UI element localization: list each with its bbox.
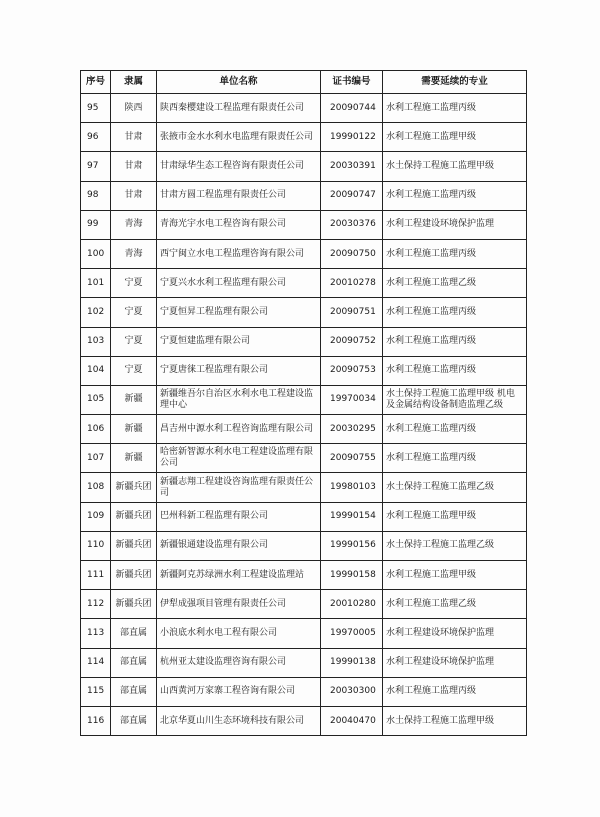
- row-certificate-no: 20030295: [321, 415, 383, 444]
- table-row: [81, 706, 527, 735]
- table-row: [81, 648, 527, 677]
- row-number: 102: [81, 298, 111, 327]
- row-specialty: 水土保持工程施工监理甲级: [383, 706, 527, 735]
- table-row: [81, 152, 527, 181]
- table-row: [81, 356, 527, 385]
- row-specialty: 水利工程施工监理丙级: [383, 298, 527, 327]
- table-row: [81, 531, 527, 560]
- row-certificate-no: 19970005: [321, 619, 383, 648]
- table-body: [81, 94, 527, 736]
- row-number: 108: [81, 473, 111, 502]
- row-unit-name: 小浪底水利水电工程有限公司: [157, 619, 321, 648]
- table-row: [81, 561, 527, 590]
- row-number: 100: [81, 239, 111, 268]
- row-certificate-no: 20090750: [321, 239, 383, 268]
- row-number: 110: [81, 531, 111, 560]
- header-cert: 证书编号: [321, 71, 383, 94]
- row-department: 甘肃: [111, 181, 157, 210]
- row-department: 青海: [111, 210, 157, 239]
- row-unit-name: 新疆阿克苏绿洲水利工程建设监理站: [157, 561, 321, 590]
- row-specialty: 水利工程施工监理丙级: [383, 415, 527, 444]
- row-specialty: 水利工程施工监理丙级: [383, 327, 527, 356]
- row-unit-name: 西宁闽立水电工程监理咨询有限公司: [157, 239, 321, 268]
- row-certificate-no: 20090747: [321, 181, 383, 210]
- row-department: 部直属: [111, 648, 157, 677]
- row-unit-name: 新疆银通建设监理有限公司: [157, 531, 321, 560]
- row-specialty: 水利工程施工监理丙级: [383, 181, 527, 210]
- row-certificate-no: 20090755: [321, 444, 383, 473]
- header-no: 序号: [81, 71, 111, 94]
- row-unit-name: 宁夏恒建监理有限公司: [157, 327, 321, 356]
- row-specialty: 水利工程施工监理乙级: [383, 590, 527, 619]
- row-specialty: 水利工程施工监理丙级: [383, 444, 527, 473]
- row-department: 青海: [111, 239, 157, 268]
- row-number: 113: [81, 619, 111, 648]
- row-number: 114: [81, 648, 111, 677]
- row-unit-name: 宁夏恒昇工程监理有限公司: [157, 298, 321, 327]
- row-certificate-no: 20090744: [321, 94, 383, 123]
- row-department: 新疆兵团: [111, 531, 157, 560]
- row-department: 甘肃: [111, 152, 157, 181]
- row-certificate-no: 19990156: [321, 531, 383, 560]
- row-unit-name: 新疆维吾尔自治区水利水电工程建设监理中心: [157, 385, 321, 414]
- row-number: 107: [81, 444, 111, 473]
- row-certificate-no: 19980103: [321, 473, 383, 502]
- row-number: 101: [81, 269, 111, 298]
- row-number: 98: [81, 181, 111, 210]
- row-specialty: 水土保持工程施工监理甲级: [383, 152, 527, 181]
- row-specialty: 水利工程施工监理甲级: [383, 502, 527, 531]
- row-department: 甘肃: [111, 123, 157, 152]
- header-spec: 需要延续的专业: [383, 71, 527, 94]
- header-dept: 隶属: [111, 71, 157, 94]
- row-unit-name: 宁夏兴水水利工程监理有限公司: [157, 269, 321, 298]
- row-number: 115: [81, 677, 111, 706]
- row-specialty: 水土保持工程施工监理乙级: [383, 473, 527, 502]
- row-number: 105: [81, 385, 111, 414]
- row-department: 部直属: [111, 677, 157, 706]
- row-unit-name: 陕西秦樱建设工程监理有限责任公司: [157, 94, 321, 123]
- row-certificate-no: 19990138: [321, 648, 383, 677]
- row-number: 112: [81, 590, 111, 619]
- table-row: [81, 385, 527, 414]
- row-department: 新疆兵团: [111, 561, 157, 590]
- row-certificate-no: 20090751: [321, 298, 383, 327]
- row-certificate-no: 20040470: [321, 706, 383, 735]
- table-row: [81, 415, 527, 444]
- row-specialty: 水利工程施工监理丙级: [383, 356, 527, 385]
- row-specialty: 水土保持工程施工监理乙级: [383, 531, 527, 560]
- row-specialty: 水利工程施工监理丙级: [383, 94, 527, 123]
- table-row: [81, 239, 527, 268]
- row-number: 111: [81, 561, 111, 590]
- row-department: 新疆兵团: [111, 502, 157, 531]
- row-number: 99: [81, 210, 111, 239]
- row-department: 部直属: [111, 619, 157, 648]
- row-department: 新疆兵团: [111, 590, 157, 619]
- row-unit-name: 山西黄河万家寨工程咨询有限公司: [157, 677, 321, 706]
- table-row: [81, 298, 527, 327]
- row-certificate-no: 20010280: [321, 590, 383, 619]
- row-unit-name: 张掖市金水水利水电监理有限责任公司: [157, 123, 321, 152]
- table-row: [81, 94, 527, 123]
- row-unit-name: 青海光宇水电工程咨询有限公司: [157, 210, 321, 239]
- table-row: [81, 327, 527, 356]
- row-unit-name: 哈密新智源水利水电工程建设监理有限公司: [157, 444, 321, 473]
- table-row: [81, 181, 527, 210]
- row-number: 103: [81, 327, 111, 356]
- row-certificate-no: 20030376: [321, 210, 383, 239]
- row-department: 宁夏: [111, 269, 157, 298]
- row-specialty: 水利工程建设环境保护监理: [383, 210, 527, 239]
- row-unit-name: 巴州科新工程监理有限公司: [157, 502, 321, 531]
- row-number: 109: [81, 502, 111, 531]
- row-department: 新疆: [111, 385, 157, 414]
- table-header-row: [81, 71, 527, 94]
- header-unit: 单位名称: [157, 71, 321, 94]
- row-specialty: 水利工程施工监理丙级: [383, 677, 527, 706]
- row-department: 宁夏: [111, 298, 157, 327]
- row-unit-name: 新疆志翔工程建设咨询监理有限责任公司: [157, 473, 321, 502]
- table-row: [81, 444, 527, 473]
- row-certificate-no: 19970034: [321, 385, 383, 414]
- row-department: 宁夏: [111, 356, 157, 385]
- row-certificate-no: 19990158: [321, 561, 383, 590]
- row-unit-name: 昌吉州中源水利工程咨询监理有限公司: [157, 415, 321, 444]
- row-number: 104: [81, 356, 111, 385]
- row-specialty: 水利工程建设环境保护监理: [383, 648, 527, 677]
- table-row: [81, 502, 527, 531]
- row-department: 宁夏: [111, 327, 157, 356]
- row-unit-name: 北京华夏山川生态环境科技有限公司: [157, 706, 321, 735]
- row-department: 新疆: [111, 415, 157, 444]
- row-specialty: 水利工程施工监理丙级: [383, 239, 527, 268]
- row-number: 116: [81, 706, 111, 735]
- table-row: [81, 619, 527, 648]
- table-row: [81, 473, 527, 502]
- row-number: 95: [81, 94, 111, 123]
- row-certificate-no: 20090753: [321, 356, 383, 385]
- row-unit-name: 伊犁成强项目管理有限责任公司: [157, 590, 321, 619]
- row-unit-name: 杭州亚太建设监理咨询有限公司: [157, 648, 321, 677]
- row-number: 106: [81, 415, 111, 444]
- row-certificate-no: 20090752: [321, 327, 383, 356]
- row-specialty: 水利工程施工监理甲级: [383, 123, 527, 152]
- row-certificate-no: 19990122: [321, 123, 383, 152]
- row-number: 96: [81, 123, 111, 152]
- row-department: 新疆: [111, 444, 157, 473]
- table-row: [81, 123, 527, 152]
- table-row: [81, 210, 527, 239]
- row-department: 部直属: [111, 706, 157, 735]
- extension-table: [80, 70, 527, 736]
- table-row: [81, 677, 527, 706]
- table-row: [81, 590, 527, 619]
- row-unit-name: 甘肃绿华生态工程咨询有限责任公司: [157, 152, 321, 181]
- row-unit-name: 甘肃方圆工程监理有限责任公司: [157, 181, 321, 210]
- table-row: [81, 269, 527, 298]
- row-department: 陕西: [111, 94, 157, 123]
- row-certificate-no: 20010278: [321, 269, 383, 298]
- row-specialty: 水利工程施工监理甲级: [383, 561, 527, 590]
- row-specialty: 水土保持工程施工监理甲级 机电及金属结构设备制造监理乙级: [383, 385, 527, 414]
- row-certificate-no: 20030300: [321, 677, 383, 706]
- row-certificate-no: 19990154: [321, 502, 383, 531]
- row-certificate-no: 20030391: [321, 152, 383, 181]
- row-department: 新疆兵团: [111, 473, 157, 502]
- row-specialty: 水利工程施工监理乙级: [383, 269, 527, 298]
- row-specialty: 水利工程建设环境保护监理: [383, 619, 527, 648]
- row-number: 97: [81, 152, 111, 181]
- row-unit-name: 宁夏唐徕工程监理有限公司: [157, 356, 321, 385]
